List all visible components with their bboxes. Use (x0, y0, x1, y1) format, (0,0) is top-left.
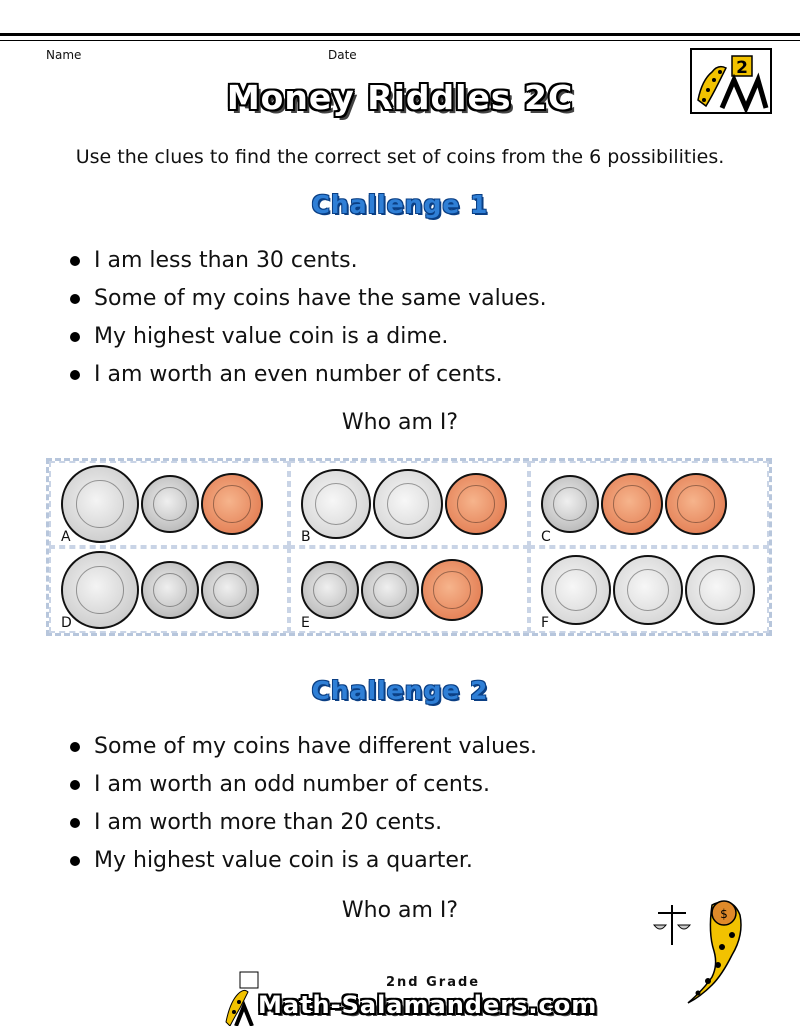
coin-option-b (289, 461, 529, 547)
challenge-1-heading: Challenge 1 (311, 190, 489, 219)
list-item: I am worth an odd number of cents. (70, 766, 537, 804)
footer-site: Math-Salamanders.com (258, 991, 598, 1019)
coin-options-grid (46, 458, 772, 636)
dime-icon (141, 561, 199, 619)
challenge-1-question: Who am I? (341, 410, 459, 435)
option-letter: A (61, 529, 71, 545)
nickel-icon (613, 555, 683, 625)
challenge-1-clues (70, 242, 547, 394)
dime-icon (361, 561, 419, 619)
list-item: My highest value coin is a dime. (70, 318, 547, 356)
penny-icon (601, 473, 663, 535)
date-label: Date (328, 48, 357, 62)
penny-icon (421, 559, 483, 621)
grade-badge: 2 (736, 58, 748, 78)
coin-set (301, 552, 483, 628)
coin-option-e (289, 547, 529, 633)
coin-set (541, 466, 727, 542)
option-letter: C (541, 529, 551, 545)
name-label: Name (46, 48, 82, 62)
coin-option-f (529, 547, 769, 633)
option-letter: E (301, 615, 310, 631)
list-item: I am worth an even number of cents. (70, 356, 547, 394)
coin-set (61, 466, 263, 542)
quarter-icon (61, 551, 139, 629)
dime-icon (141, 475, 199, 533)
coin-set (541, 552, 755, 628)
challenge-2-clues (70, 728, 537, 880)
option-letter: D (61, 615, 72, 631)
page-title: Money Riddles 2C (226, 78, 574, 117)
top-rule-thick (0, 33, 800, 36)
coin-option-d (49, 547, 289, 633)
coin-option-c (529, 461, 769, 547)
footer-grade: 2nd Grade (386, 975, 481, 990)
challenge-2-heading: Challenge 2 (311, 676, 489, 705)
list-item: I am less than 30 cents. (70, 242, 547, 280)
dime-icon (201, 561, 259, 619)
list-item: Some of my coins have the same values. (70, 280, 547, 318)
svg-text:$: $ (720, 907, 728, 921)
challenge-2-question: Who am I? (341, 898, 459, 923)
nickel-icon (685, 555, 755, 625)
penny-icon (201, 473, 263, 535)
option-letter: F (541, 615, 550, 631)
intro-text: Use the clues to find the correct set of coins from the 6 possibilities. (75, 146, 725, 168)
nickel-icon (541, 555, 611, 625)
coin-option-a (49, 461, 289, 547)
list-item: I am worth more than 20 cents. (70, 804, 537, 842)
nickel-icon (301, 469, 371, 539)
salamander-footer-icon (222, 970, 262, 1030)
dime-icon (541, 475, 599, 533)
list-item: Some of my coins have different values. (70, 728, 537, 766)
list-item: My highest value coin is a quarter. (70, 842, 537, 880)
penny-icon (445, 473, 507, 535)
top-rule-thin (0, 40, 800, 41)
option-letter: B (301, 529, 311, 545)
quarter-icon (61, 465, 139, 543)
salamander-scales-icon (652, 885, 762, 1014)
penny-icon (665, 473, 727, 535)
coin-set (61, 552, 259, 628)
dime-icon (301, 561, 359, 619)
coin-set (301, 466, 507, 542)
nickel-icon (373, 469, 443, 539)
